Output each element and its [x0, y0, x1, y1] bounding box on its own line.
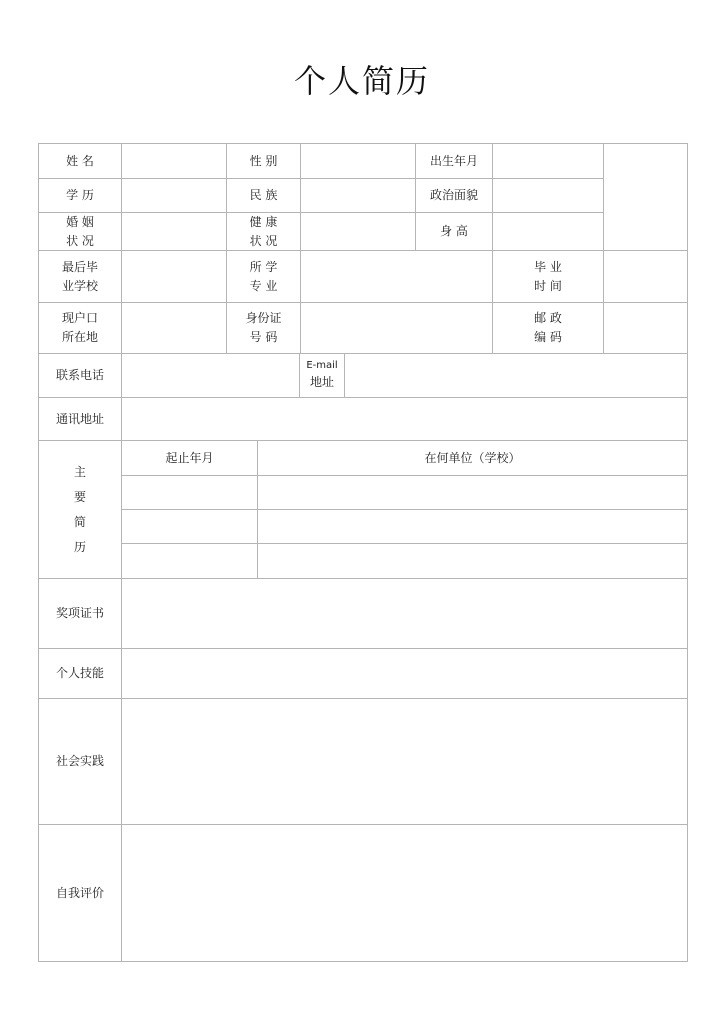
history-unit-field[interactable]	[257, 543, 687, 578]
label-ethnicity: 民 族	[226, 178, 300, 212]
label-political: 政治面貌	[415, 178, 492, 212]
label-self-eval: 自我评价	[38, 824, 121, 961]
education-field[interactable]	[121, 178, 226, 212]
label-major: 所 学 专 业	[226, 250, 300, 302]
label-marital: 婚 姻 状 况	[38, 212, 121, 250]
awards-field[interactable]	[121, 578, 687, 648]
history-header-unit: 在何单位（学校）	[257, 440, 687, 475]
label-height: 身 高	[415, 212, 492, 250]
name-field[interactable]	[121, 143, 226, 178]
label-awards: 奖项证书	[38, 578, 121, 648]
label-email: E-mail 地址	[299, 353, 344, 397]
label-education: 学 历	[38, 178, 121, 212]
hukou-field[interactable]	[121, 302, 226, 353]
history-period-field[interactable]	[121, 509, 257, 543]
email-field[interactable]	[344, 353, 687, 397]
marital-field[interactable]	[121, 212, 226, 250]
label-phone: 联系电话	[38, 353, 121, 397]
label-name: 姓 名	[38, 143, 121, 178]
label-practice: 社会实践	[38, 698, 121, 824]
table-border-right	[687, 143, 688, 962]
label-school: 最后毕 业学校	[38, 250, 121, 302]
idcard-field[interactable]	[300, 302, 492, 353]
gender-field[interactable]	[300, 143, 415, 178]
label-gender: 性 别	[226, 143, 300, 178]
label-idcard: 身份证 号 码	[226, 302, 300, 353]
page-title: 个人简历	[293, 62, 430, 100]
height-field[interactable]	[492, 212, 603, 250]
label-postcode: 邮 政 编 码	[492, 302, 603, 353]
photo-area[interactable]	[603, 143, 687, 250]
self-eval-field[interactable]	[121, 824, 687, 961]
table-border-bottom	[38, 961, 688, 962]
label-history: 主 要 简 历	[38, 440, 121, 578]
postcode-field[interactable]	[603, 302, 687, 353]
school-field[interactable]	[121, 250, 226, 302]
history-unit-field[interactable]	[257, 475, 687, 509]
history-header-period: 起止年月	[121, 440, 257, 475]
label-health: 健 康 状 况	[226, 212, 300, 250]
label-birth: 出生年月	[415, 143, 492, 178]
phone-field[interactable]	[121, 353, 299, 397]
skills-field[interactable]	[121, 648, 687, 698]
major-field[interactable]	[300, 250, 492, 302]
history-period-field[interactable]	[121, 543, 257, 578]
history-period-field[interactable]	[121, 475, 257, 509]
label-skills: 个人技能	[38, 648, 121, 698]
label-address: 通讯地址	[38, 397, 121, 440]
ethnicity-field[interactable]	[300, 178, 415, 212]
birth-field[interactable]	[492, 143, 603, 178]
graduation-field[interactable]	[603, 250, 687, 302]
label-graduation: 毕 业 时 间	[492, 250, 603, 302]
history-unit-field[interactable]	[257, 509, 687, 543]
address-field[interactable]	[121, 397, 687, 440]
label-hukou: 现户口 所在地	[38, 302, 121, 353]
political-field[interactable]	[492, 178, 603, 212]
practice-field[interactable]	[121, 698, 687, 824]
health-field[interactable]	[300, 212, 415, 250]
